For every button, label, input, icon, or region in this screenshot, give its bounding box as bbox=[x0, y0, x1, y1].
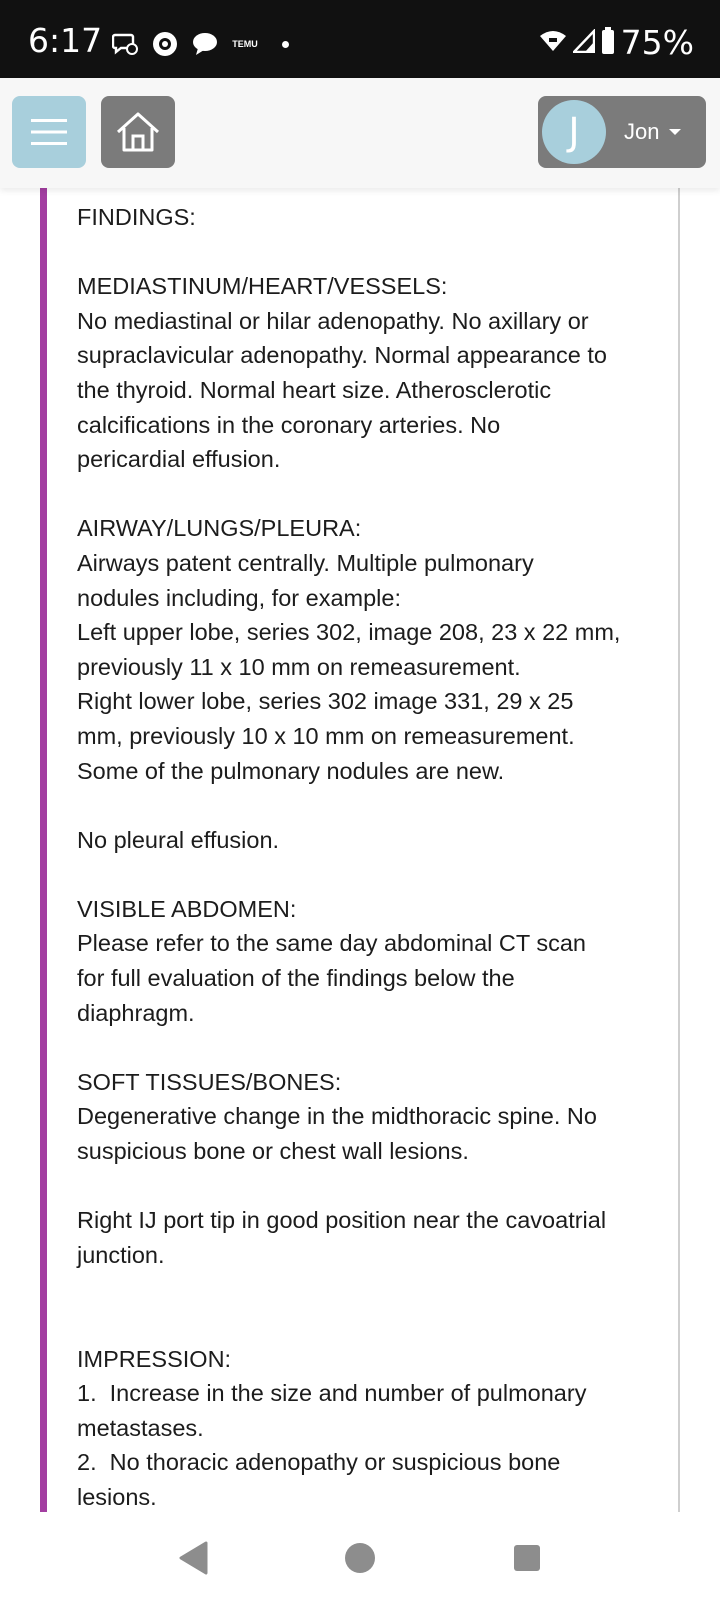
recents-icon bbox=[513, 1544, 541, 1572]
battery-icon bbox=[601, 27, 615, 60]
back-icon bbox=[178, 1541, 208, 1575]
report-card bbox=[40, 188, 680, 1512]
back-button[interactable] bbox=[163, 1528, 223, 1588]
avatar-initial: J bbox=[568, 110, 580, 154]
recents-button[interactable] bbox=[497, 1528, 557, 1588]
user-menu-button[interactable] bbox=[538, 96, 706, 168]
home-button[interactable] bbox=[101, 96, 175, 168]
signal-icon bbox=[573, 29, 595, 58]
status-time: 6:17 bbox=[28, 21, 103, 60]
user-name: Jon bbox=[624, 119, 660, 144]
app-header bbox=[0, 78, 720, 188]
battery-percent: 75% bbox=[620, 23, 694, 62]
temu-label: TEMU bbox=[232, 38, 258, 49]
report-content[interactable] bbox=[0, 188, 720, 1512]
status-bar bbox=[0, 0, 720, 78]
menu-button[interactable] bbox=[12, 96, 86, 168]
home-icon bbox=[115, 111, 161, 153]
chevron-down-icon bbox=[669, 129, 681, 135]
more-notifications-dot bbox=[282, 41, 289, 48]
report-text: FINDINGS: MEDIASTINUM/HEART/VESSELS: No mediastinal or hilar adenopathy. No axillary or supraclavicular adenopathy. Normal appearance to the thyroid. Normal heart size. Atherosclerotic calcifications in the coronary arteries. No pericardial effusion. AIRWAY/LUNGS/PLEURA: Airways patent centrally. Multiple pulmonary nodules including, for example: Left upper lobe, series 302, image 208, 23 x 22 mm, previously 11 x 10 mm on remeasurement. Right lower lobe, series 302 image 331, 29 x 25 mm, previously 10 x 10 mm on remeasurement. Some of the pulmonary nodules are new. No pleural effusion. VISIBLE ABDOMEN: Please refer to the same day abdominal CT scan for full evaluation of the findings below the diaphragm. SOFT TISSUES/BONES: Degenerative change in the midthoracic spine. No suspicious bone or chest wall lesions. Right IJ port tip in good position near the cavoatrial junction. IMPRESSION: 1. Increase in the size and number of pulmonary metastases. 2. No thoracic adenopathy or suspicious bone lesions. bbox=[77, 204, 621, 1510]
chat-bubble-icon bbox=[112, 31, 138, 57]
temu-icon bbox=[232, 31, 258, 57]
notification-icons bbox=[112, 30, 289, 58]
avatar bbox=[542, 100, 606, 164]
system-nav-bar bbox=[0, 1512, 720, 1604]
system-icons bbox=[539, 24, 694, 62]
home-circle-icon bbox=[344, 1542, 376, 1574]
wifi-icon bbox=[539, 29, 567, 58]
message-icon bbox=[192, 31, 218, 57]
home-nav-button[interactable] bbox=[330, 1528, 390, 1588]
gear-badge-icon bbox=[152, 31, 178, 57]
hamburger-icon bbox=[31, 117, 67, 147]
